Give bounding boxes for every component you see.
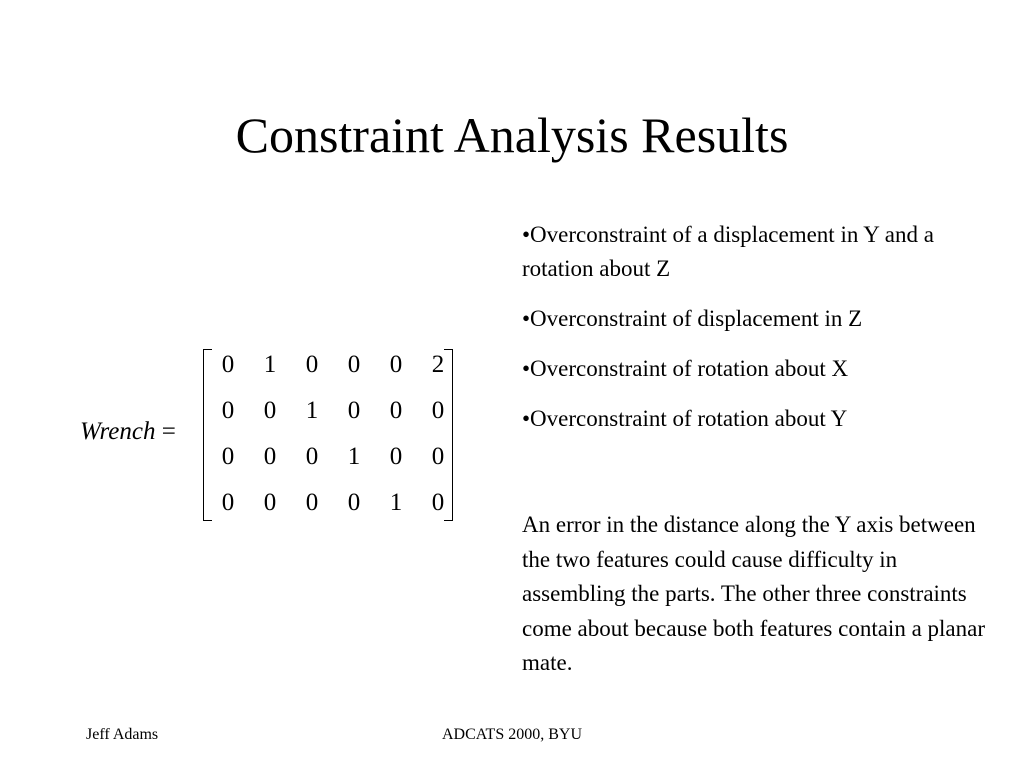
- matrix-cell: 0: [347, 489, 361, 516]
- wrench-matrix: [207, 347, 459, 531]
- matrix-cell: 0: [263, 397, 277, 424]
- matrix-cell: 0: [263, 489, 277, 516]
- wrench-variable: Wrench: [80, 418, 156, 445]
- explanation-paragraph: An error in the distance along the Y axis between the two features could cause difficulty in assembling the parts. The other three constraints come about because both features contain a planar mate.: [522, 512, 985, 675]
- bullet-item: •Overconstraint of displacement in Z: [522, 306, 863, 331]
- equation-label: [80, 417, 176, 447]
- matrix-cell: 1: [263, 351, 277, 378]
- matrix-cell: 0: [431, 397, 445, 424]
- matrix-cell: 2: [431, 351, 445, 378]
- matrix-cell: 0: [305, 443, 319, 470]
- matrix-cell: 0: [389, 397, 403, 424]
- matrix-cell: 0: [221, 443, 235, 470]
- matrix-cell: 0: [431, 443, 445, 470]
- bullet-item: •Overconstraint of a displacement in Y and a rotation about Z: [522, 222, 934, 281]
- matrix-cell: 1: [389, 489, 403, 516]
- matrix-cell: 1: [347, 443, 361, 470]
- slide-title: Constraint Analysis Results: [235, 107, 789, 163]
- matrix-cell: 0: [221, 351, 235, 378]
- matrix-cell: 1: [305, 397, 319, 424]
- matrix-cell: 0: [263, 443, 277, 470]
- matrix-right-bracket: [444, 349, 453, 521]
- footer-author: Jeff Adams: [86, 726, 159, 743]
- constraint-bullet-list: [522, 218, 992, 452]
- matrix-cell: 0: [347, 397, 361, 424]
- matrix-cell: 0: [305, 489, 319, 516]
- matrix-cell: 0: [221, 489, 235, 516]
- footer-event: ADCATS 2000, BYU: [441, 726, 582, 743]
- matrix-cell: 0: [221, 397, 235, 424]
- bullet-item: •Overconstraint of rotation about X: [522, 356, 849, 381]
- equals-sign: =: [155, 418, 176, 445]
- matrix-cell: 0: [389, 443, 403, 470]
- matrix-cell: 0: [347, 351, 361, 378]
- bullet-item: •Overconstraint of rotation about Y: [522, 406, 848, 431]
- matrix-cell: 0: [305, 351, 319, 378]
- wrench-matrix-equation: [80, 345, 480, 525]
- matrix-cell: 0: [389, 351, 403, 378]
- matrix-cell: 0: [431, 489, 445, 516]
